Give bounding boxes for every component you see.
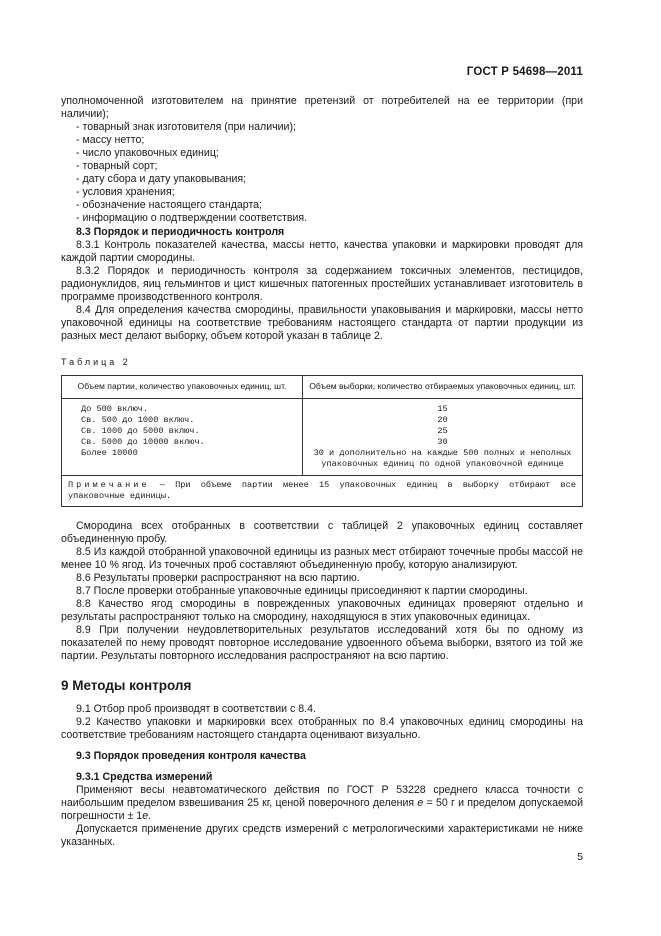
clause-8-3-1: 8.3.1 Контроль показателей качества, массы нетто, качества упаковки и маркировки проводят для каждой партии смородины. bbox=[61, 239, 583, 264]
page-content bbox=[61, 95, 583, 849]
lot-size-value: Св. 5000 до 10000 включ. bbox=[81, 437, 205, 447]
scales-var-e2: е bbox=[142, 810, 149, 822]
table-note bbox=[62, 476, 583, 507]
combined-sample-paragraph: Смородина всех отобранных в соответствии с таблицей 2 упаковочных единиц составляет объединенную пробу. bbox=[61, 520, 583, 545]
sample-size-value: 20 bbox=[437, 415, 448, 425]
section-8-3-heading: 8.3 Порядок и периодичность контроля bbox=[76, 226, 285, 238]
clause-scales bbox=[61, 784, 583, 823]
clause-8-8: 8.8 Качество ягод смородины в поврежденных упаковочных единицах проверяют отдельно и результаты распространяют только на смородину, находящуюся в этих упаковочных единицах. bbox=[61, 598, 583, 623]
lot-size-value: Более 10000 bbox=[81, 448, 138, 458]
spacer bbox=[61, 763, 583, 770]
page-number: 5 bbox=[577, 851, 583, 863]
table-body-row bbox=[62, 399, 583, 476]
lot-size-value: Св. 500 до 1000 включ. bbox=[81, 415, 195, 425]
clause-9-1: 9.1 Отбор проб производят в соответствии с 8.4. bbox=[76, 703, 316, 715]
clause-8-9: 8.9 При получении неудовлетворительных результатов исследований хотя бы по одному из показателей по нему проводят повторное исследование удвоенного объема выборки, взятого из той же партии. Результаты повторного исследования распространяют на всю партию. bbox=[61, 624, 583, 662]
note-label: Примечание bbox=[68, 480, 150, 490]
marking-item: - обозначение настоящего стандарта; bbox=[76, 199, 263, 211]
sample-size-value: 30 и дополнительно на каждые 500 полных и неполных bbox=[313, 448, 572, 458]
clause-8-5: 8.5 Из каждой отобранной упаковочной единицы из разных мест отбирают точечные пробы массой не менее 10 % ягод. Из точечных проб составляют объединенную пробу, которую анализируют. bbox=[61, 546, 583, 571]
sample-size-value: 30 bbox=[437, 437, 448, 447]
marking-item: - условия хранения; bbox=[76, 186, 175, 198]
scales-text-b: = 50 г и пределом допускаемой погрешности ± 1 bbox=[61, 797, 583, 822]
lot-size-value: До 500 включ. bbox=[81, 404, 149, 414]
sample-size-table bbox=[61, 375, 583, 507]
sample-size-value: 15 bbox=[437, 404, 448, 414]
sample-size-value: 25 bbox=[437, 426, 448, 436]
clause-8-4: 8.4 Для определения качества смородины, правильности упаковывания и маркировки, массы нетто упаковочной единицы на соответствие требованиям настоящего стандарта от партии продукции из разных мест делают выборку, объем которой указан в таблице 2. bbox=[61, 304, 583, 342]
col-lot-size-header: Объем партии, количество упаковочных единиц, шт. bbox=[62, 376, 303, 399]
marking-list bbox=[61, 121, 583, 225]
note-text: — При объеме партии менее 15 упаковочных единиц в выборку отбирают все упаковочные единицы. bbox=[68, 480, 576, 501]
scales-text-a: Применяют весы неавтоматического действия по ГОСТ Р 53228 среднего класса точности с наибольшим пределом взвешивания 25 кг, ценой поверочного деления bbox=[61, 784, 583, 809]
marking-item: - число упаковочных единиц; bbox=[76, 147, 219, 159]
section-9-3-heading: 9.3 Порядок проведения контроля качества bbox=[76, 750, 306, 762]
table-header-row bbox=[62, 376, 583, 399]
sample-size-value: упаковочных единиц по одной упаковочной единице bbox=[321, 459, 564, 469]
clause-8-3-2: 8.3.2 Порядок и периодичность контроля за содержанием токсичных элементов, пестицидов, радионуклидов, яиц гельминтов и цист кишечных патогенных простейших устанавливает изготовитель в программе производственного контроля. bbox=[61, 265, 583, 303]
section-9-3-1-heading: 9.3.1 Средства измерений bbox=[76, 771, 213, 783]
marking-item: - товарный знак изготовителя (при наличии); bbox=[76, 121, 296, 133]
scales-var-e: е bbox=[417, 797, 424, 809]
lot-size-value: Св. 1000 до 5000 включ. bbox=[81, 426, 200, 436]
intro-paragraph: уполномоченной изготовителем на принятие претензий от потребителей на ее территории (при наличии); bbox=[61, 95, 583, 120]
lot-size-cell bbox=[62, 399, 303, 476]
scales-text-c: . bbox=[148, 810, 152, 822]
section-9-heading: 9 Методы контроля bbox=[61, 678, 192, 693]
table-caption: Таблица 2 bbox=[61, 357, 131, 367]
clause-other-instruments: Допускается применение других средств измерений с метрологическими характеристиками не ниже указанных. bbox=[61, 823, 583, 848]
standard-header: ГОСТ Р 54698—2011 bbox=[466, 66, 583, 78]
sample-size-cell bbox=[303, 399, 583, 476]
marking-item: - дату сбора и дату упаковывания; bbox=[76, 173, 247, 185]
marking-item: - товарный сорт; bbox=[76, 160, 158, 172]
clause-9-2: 9.2 Качество упаковки и маркировки всех отобранных по 8.4 упаковочных единиц смородины на соответствие требованиям настоящего стандарта оценивают визуально. bbox=[61, 716, 583, 741]
spacer bbox=[61, 742, 583, 749]
col-sample-size-header: Объем выборки, количество отбираемых упаковочных единиц, шт. bbox=[303, 376, 583, 399]
clause-8-7: 8.7 После проверки отобранные упаковочные единицы присоединяют к партии смородины. bbox=[76, 585, 528, 597]
marking-item: - информацию о подтверждении соответствия. bbox=[76, 212, 308, 224]
marking-item: - массу нетто; bbox=[76, 134, 145, 146]
clause-8-6: 8.6 Результаты проверки распространяют на всю партию. bbox=[76, 572, 360, 584]
table-note-row bbox=[62, 476, 583, 507]
